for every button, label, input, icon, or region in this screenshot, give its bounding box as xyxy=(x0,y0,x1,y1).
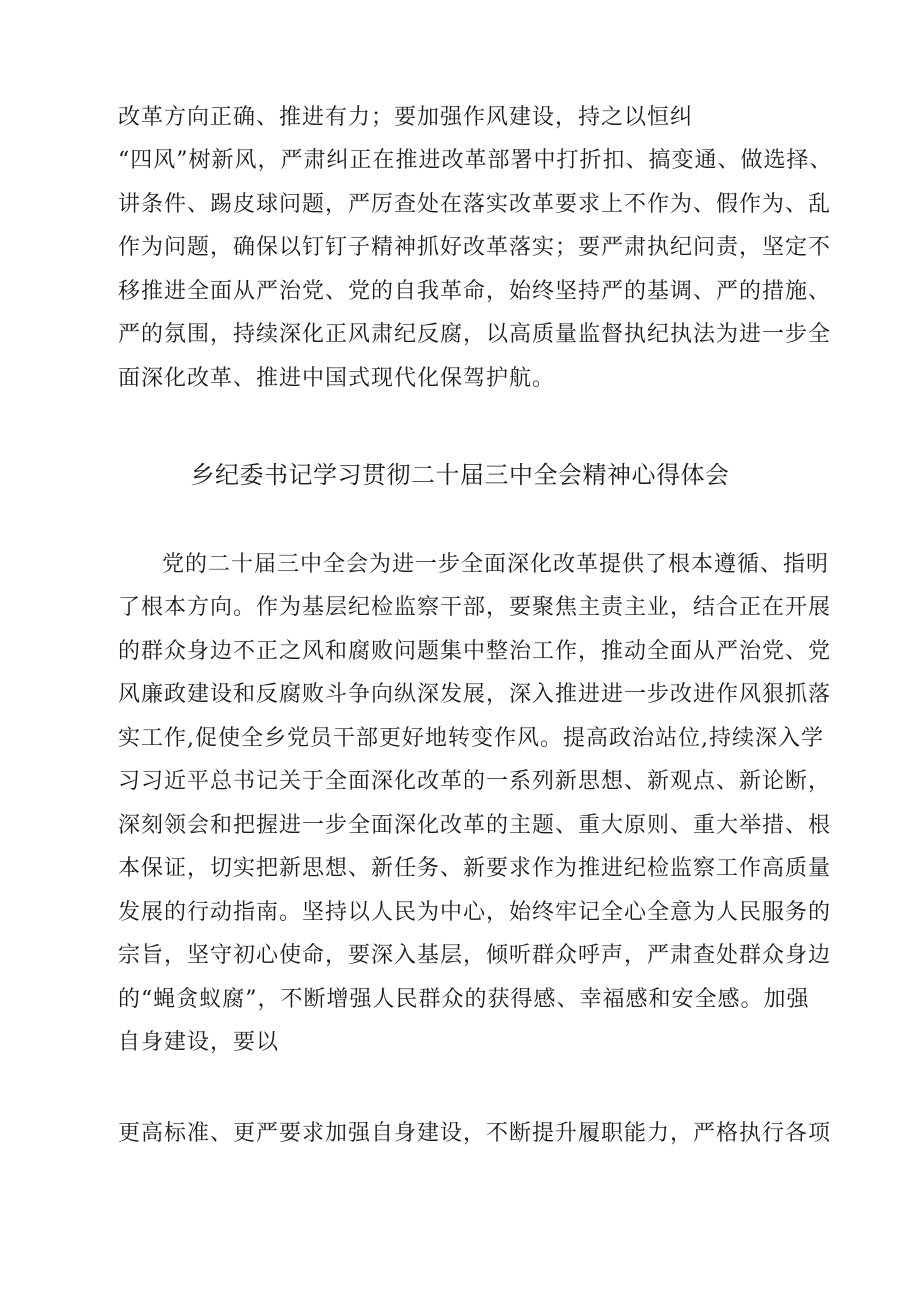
text-line: “四风”树新风，严肃纠正在推进改革部署中打折扣、搞变通、做选择、 xyxy=(118,148,833,173)
text-line: 党的二十届三中全会为进一步全面深化改革提供了根本遵循、指明 xyxy=(162,552,830,577)
article-title: 乡纪委书记学习贯彻二十届三中全会精神心得体会 xyxy=(190,461,730,489)
text-line: 实工作,促使全乡党员干部更好地转变作风。提高政治站位,持续深入学 xyxy=(118,726,824,751)
text-line: 改革方向正确、推进有力；要加强作风建设，持之以恒纠 xyxy=(118,105,694,130)
text-line: 风廉政建设和反腐败斗争向纵深发展，深入推进进一步改进作风狠抓落 xyxy=(118,682,832,707)
text-line: 深刻领会和把握进一步全面深化改革的主题、重大原则、重大举措、根 xyxy=(118,813,832,838)
text-line: 的群众身边不正之风和腐败问题集中整治工作，推动全面从严治党、党 xyxy=(118,639,832,664)
text-line: 习习近平总书记关于全面深化改革的一系列新思想、新观点、新论断， xyxy=(118,769,832,794)
text-line: 宗旨，坚守初心使命，要深入基层，倾听群众呼声，严肃查处群众身边 xyxy=(118,943,832,968)
continuation-line: 更高标准、更严要求加强自身建设，不断提升履职能力，严格执行各项 xyxy=(118,1121,832,1146)
text-line: 移推进全面从严治党、党的自我革命，始终坚持严的基调、严的措施、 xyxy=(118,279,832,304)
text-line: 本保证，切实把新思想、新任务、新要求作为推进纪检监察工作高质量 xyxy=(118,856,832,881)
text-line: 作为问题，确保以钉钉子精神抓好改革落实；要严肃执纪问责，坚定不 xyxy=(118,235,832,260)
text-line: 的“蝇贪蚁腐”，不断增强人民群众的获得感、幸福感和安全感。加强 xyxy=(118,987,810,1012)
text-line: 面深化改革、推进中国式现代化保驾护航。 xyxy=(118,366,556,391)
text-line: 发展的行动指南。坚持以人民为中心，始终牢记全心全意为人民服务的 xyxy=(118,900,832,925)
text-line: 讲条件、踢皮球问题，严厉查处在落实改革要求上不作为、假作为、乱 xyxy=(118,192,832,217)
text-line: 自身建设，要以 xyxy=(118,1030,280,1055)
text-line: 严的氛围，持续深化正风肃纪反腐，以高质量监督执纪执法为进一步全 xyxy=(118,322,832,347)
text-line: 了根本方向。作为基层纪检监察干部，要聚焦主责主业，结合正在开展 xyxy=(118,595,832,620)
